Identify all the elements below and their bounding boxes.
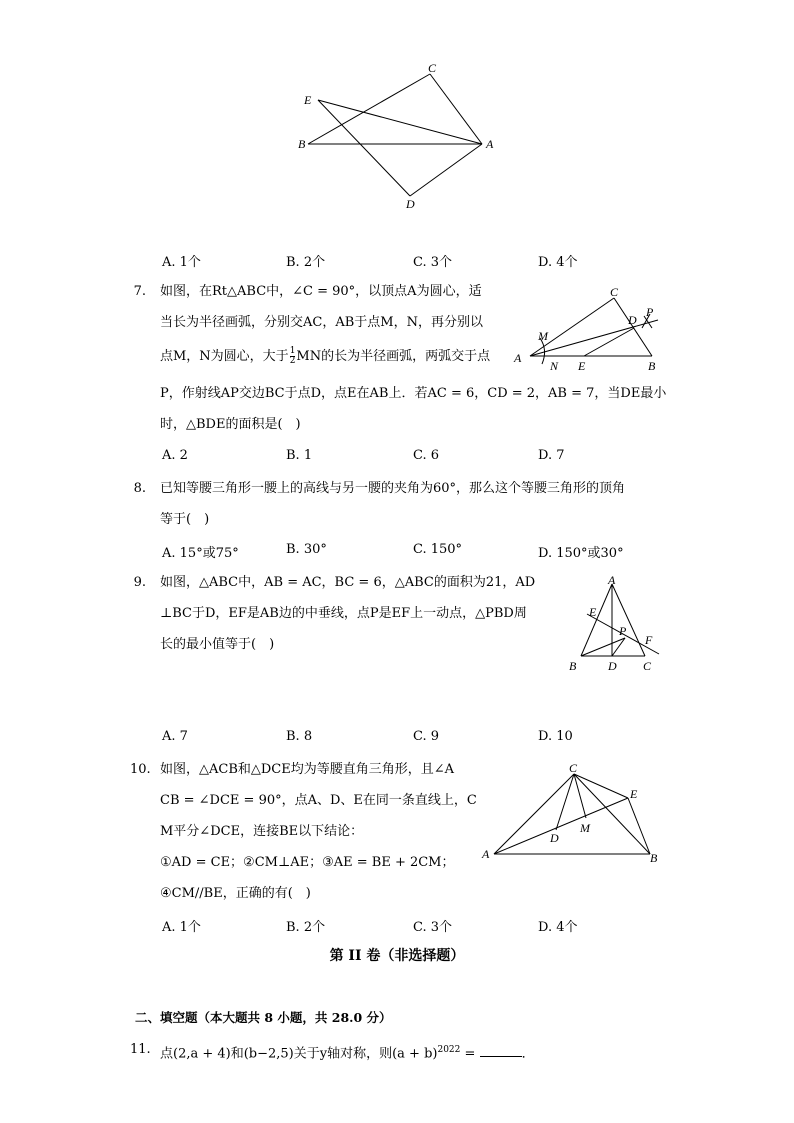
segment-ac	[530, 298, 614, 356]
label-m: M	[538, 329, 548, 343]
label-c: C	[610, 285, 619, 299]
q10-option-d: D. 4个	[538, 920, 578, 935]
q8-option-c: C. 150°	[413, 542, 463, 557]
q10-line-3: M平分∠DCE，连接BE以下结论：	[160, 824, 364, 839]
segment-ed	[584, 328, 634, 356]
q9-option-a: A. 7	[162, 729, 188, 744]
label-a: A	[486, 137, 494, 151]
q11-period: ．	[521, 1046, 535, 1062]
q7-number: 7.	[133, 284, 146, 299]
section-title: 第 II 卷（非选择题）	[329, 948, 465, 964]
label-d: D	[628, 313, 637, 327]
segment-ce	[574, 774, 628, 798]
q11-number: 11.	[130, 1042, 151, 1057]
segment-ea	[318, 100, 482, 144]
q9-option-b: B. 8	[286, 729, 313, 744]
label-f: F	[645, 633, 653, 647]
figure-q10	[478, 760, 668, 868]
q11-answer-blank[interactable]	[480, 1043, 522, 1057]
segment-eb	[628, 798, 650, 854]
label-b: B	[569, 659, 577, 673]
q7-line-4: P，作射线AP交边BC于点D，点E在AB上．若AC = 6，CD = 2，AB = 7，当DE最小	[160, 386, 667, 401]
q7-line-3b: MN的长为半径画弧，两弧交于点	[296, 349, 491, 364]
q7-line-3	[160, 347, 490, 367]
q9-line-1: 如图，△ABC中，AB = AC，BC = 6，△ABC的面积为21，AD	[160, 575, 536, 590]
label-p: P	[619, 624, 627, 638]
q8-number: 8.	[133, 481, 146, 496]
q6-option-a: A. 1个	[162, 255, 201, 270]
label-e: E	[630, 787, 638, 801]
segment-da	[410, 144, 482, 196]
segment-ca	[494, 774, 574, 854]
q8-line-1: 已知等腰三角形一腰上的高线与另一腰的夹角为60°，那么这个等腰三角形的顶角	[160, 481, 626, 496]
q10-number: 10.	[130, 762, 151, 777]
label-e: E	[304, 93, 312, 107]
label-d: D	[406, 197, 415, 211]
q8-line-2: 等于( )	[160, 512, 210, 527]
q9-number: 9.	[133, 575, 146, 590]
q11-text: 点(2,a + 4)和(b−2,5)关于y轴对称，则(a + b)	[160, 1046, 438, 1062]
q7-line-5: 时，△BDE的面积是( )	[160, 417, 301, 432]
label-d: D	[608, 659, 617, 673]
q11-line	[160, 1040, 535, 1064]
label-c: C	[428, 61, 437, 75]
figure-q9	[565, 574, 665, 674]
q6-option-d: D. 4个	[538, 255, 578, 270]
part2-header: 二、填空题（本大题共 8 小题，共 28.0 分）	[135, 1010, 392, 1025]
q8-option-d: D. 150°或30°	[538, 546, 624, 561]
q11-exponent: 2022	[437, 1045, 461, 1055]
q7-option-c: C. 6	[413, 448, 440, 463]
label-e: E	[589, 605, 597, 619]
q6-option-c: C. 3个	[413, 255, 453, 270]
q10-option-a: A. 1个	[162, 920, 201, 935]
q7-line-2: 当长为半径画弧，分别交AC，AB于点M，N，再分别以	[160, 315, 483, 330]
label-b: B	[650, 851, 658, 865]
q9-line-2: ⊥BC于D，EF是AB边的中垂线，点P是EF上一动点，△PBD周	[160, 606, 527, 621]
q7-option-b: B. 1	[286, 448, 313, 463]
q7-option-a: A. 2	[162, 448, 188, 463]
label-b: B	[648, 359, 656, 373]
q10-line-4: ①AD = CE；②CM⊥AE；③AE = BE + 2CM；	[160, 855, 455, 870]
label-a: A	[482, 847, 490, 861]
label-e: E	[578, 359, 586, 373]
label-c: C	[643, 659, 652, 673]
segment-ca	[430, 74, 482, 144]
label-p: P	[646, 305, 654, 319]
label-m: M	[580, 821, 590, 835]
label-a: A	[608, 574, 616, 587]
segment-ed	[318, 100, 410, 196]
figure-q6	[290, 58, 510, 218]
q9-option-c: C. 9	[413, 729, 440, 744]
q8-option-a: A. 15°或75°	[162, 546, 239, 561]
q7-line-1: 如图，在Rt△ABC中，∠C = 90°，以顶点A为圆心，适	[160, 284, 482, 299]
q9-line-3: 长的最小值等于( )	[160, 637, 275, 652]
label-b: B	[298, 137, 306, 151]
q10-line-1: 如图，△ACB和△DCE均为等腰直角三角形，且∠A	[160, 762, 455, 777]
q10-line-5: ④CM//BE，正确的有( )	[160, 886, 311, 901]
q11-equals: =	[460, 1046, 480, 1062]
q7-option-d: D. 7	[538, 448, 565, 463]
label-c: C	[569, 761, 578, 775]
q7-fraction-half: $\frac{1}{2}$	[289, 346, 296, 366]
q10-line-2: CB = ∠DCE = 90°，点A、D、E在同一条直线上，C	[160, 793, 477, 808]
q7-line-3a: 点M，N为圆心，大于	[160, 349, 289, 364]
segment-ac	[612, 584, 645, 656]
q6-option-b: B. 2个	[286, 255, 326, 270]
label-d: D	[550, 831, 559, 845]
q10-option-b: B. 2个	[286, 920, 326, 935]
label-a: A	[514, 351, 522, 365]
figure-q7	[510, 282, 670, 374]
segment-ae	[494, 798, 628, 854]
q9-option-d: D. 10	[538, 729, 573, 744]
q8-option-b: B. 30°	[286, 542, 327, 557]
label-n: N	[550, 359, 559, 373]
q10-option-c: C. 3个	[413, 920, 453, 935]
